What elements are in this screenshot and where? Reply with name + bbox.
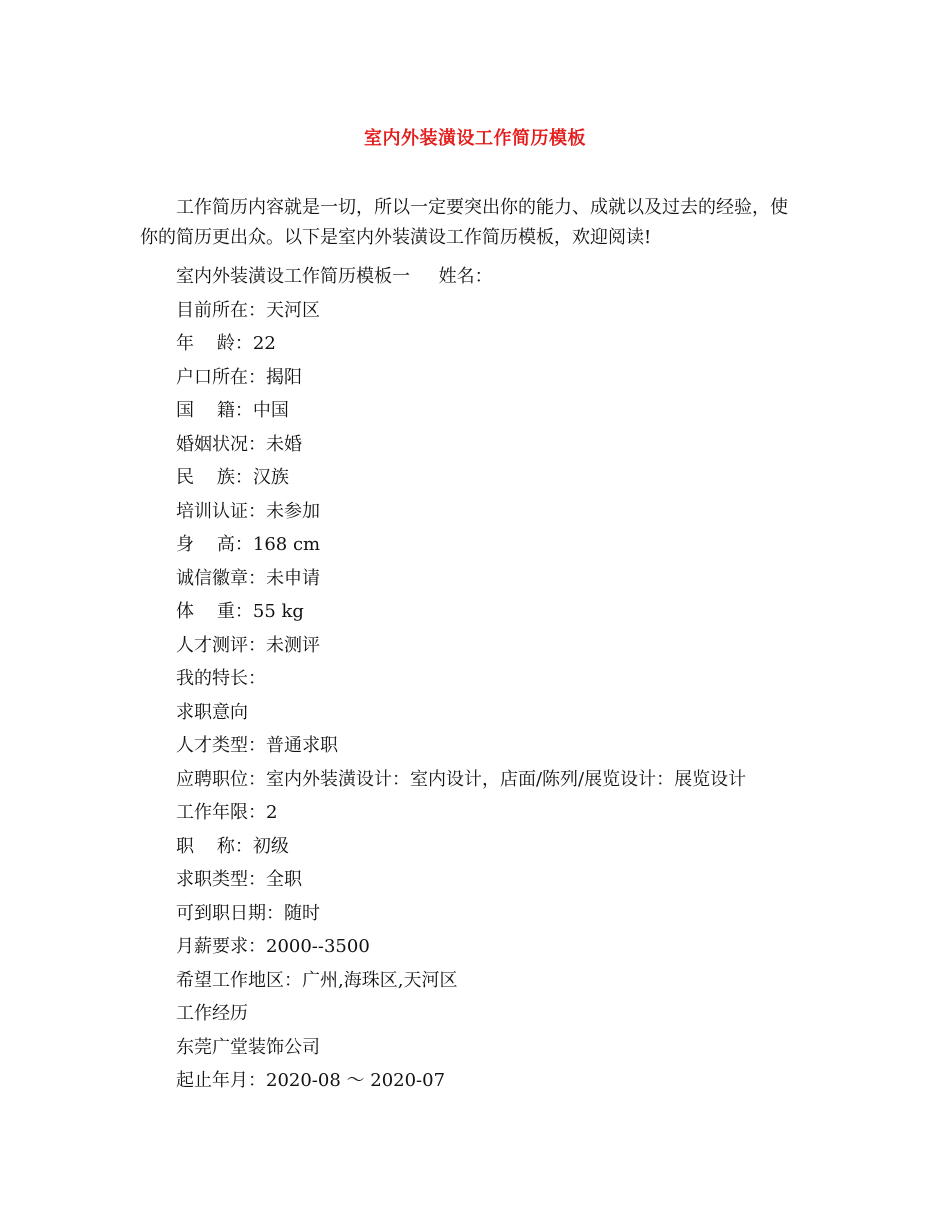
field-integrity-badge: 诚信徽章：未申请 <box>176 567 320 589</box>
resume-fields <box>176 262 876 1100</box>
field-specialties: 我的特长： <box>176 668 266 689</box>
field-job-title: 职 称：初级 <box>176 835 289 857</box>
field-current-location: 目前所在：天河区 <box>176 299 320 321</box>
field-salary: 月薪要求：2000--3500 <box>176 936 370 957</box>
document-title: 室内外装潢设工作简历模板 <box>364 128 586 149</box>
field-weight: 体 重：55 kg <box>176 601 304 622</box>
field-preferred-area: 希望工作地区：广州,海珠区,天河区 <box>176 969 458 991</box>
field-date-range: 起止年月：2020-08 ～ 2020-07 <box>176 1070 446 1091</box>
field-years-experience: 工作年限：2 <box>176 802 278 823</box>
section-work-experience: 工作经历 <box>176 1003 248 1024</box>
field-talent-assessment: 人才测评：未测评 <box>176 634 320 656</box>
field-height: 身 高：168 cm <box>176 534 321 555</box>
field-talent-type: 人才类型：普通求职 <box>176 735 338 756</box>
field-company: 东莞广堂装饰公司 <box>176 1036 320 1058</box>
intro-line-2: 你的简历更出众。以下是室内外装潢设工作简历模板，欢迎阅读! <box>140 227 652 248</box>
field-age: 年 龄：22 <box>176 333 276 354</box>
field-available-date: 可到职日期：随时 <box>176 902 320 924</box>
field-ethnicity: 民 族：汉族 <box>176 467 289 488</box>
field-nationality: 国 籍：中国 <box>176 400 289 421</box>
field-job-type: 求职类型：全职 <box>176 869 302 890</box>
section-job-intention: 求职意向 <box>176 701 248 723</box>
field-applied-position: 应聘职位：室内外装潢设计：室内设计，店面/陈列/展览设计：展览设计 <box>176 768 747 790</box>
field-marital-status: 婚姻状况：未婚 <box>176 433 302 455</box>
field-training-cert: 培训认证：未参加 <box>176 500 320 522</box>
template-heading-line: 室内外装潢设工作简历模板一 姓名： <box>176 266 493 287</box>
field-hukou: 户口所在：揭阳 <box>176 366 302 388</box>
intro-line-1: 工作简历内容就是一切，所以一定要突出你的能力、成就以及过去的经验，使 <box>176 197 788 218</box>
intro-paragraph <box>140 193 815 253</box>
